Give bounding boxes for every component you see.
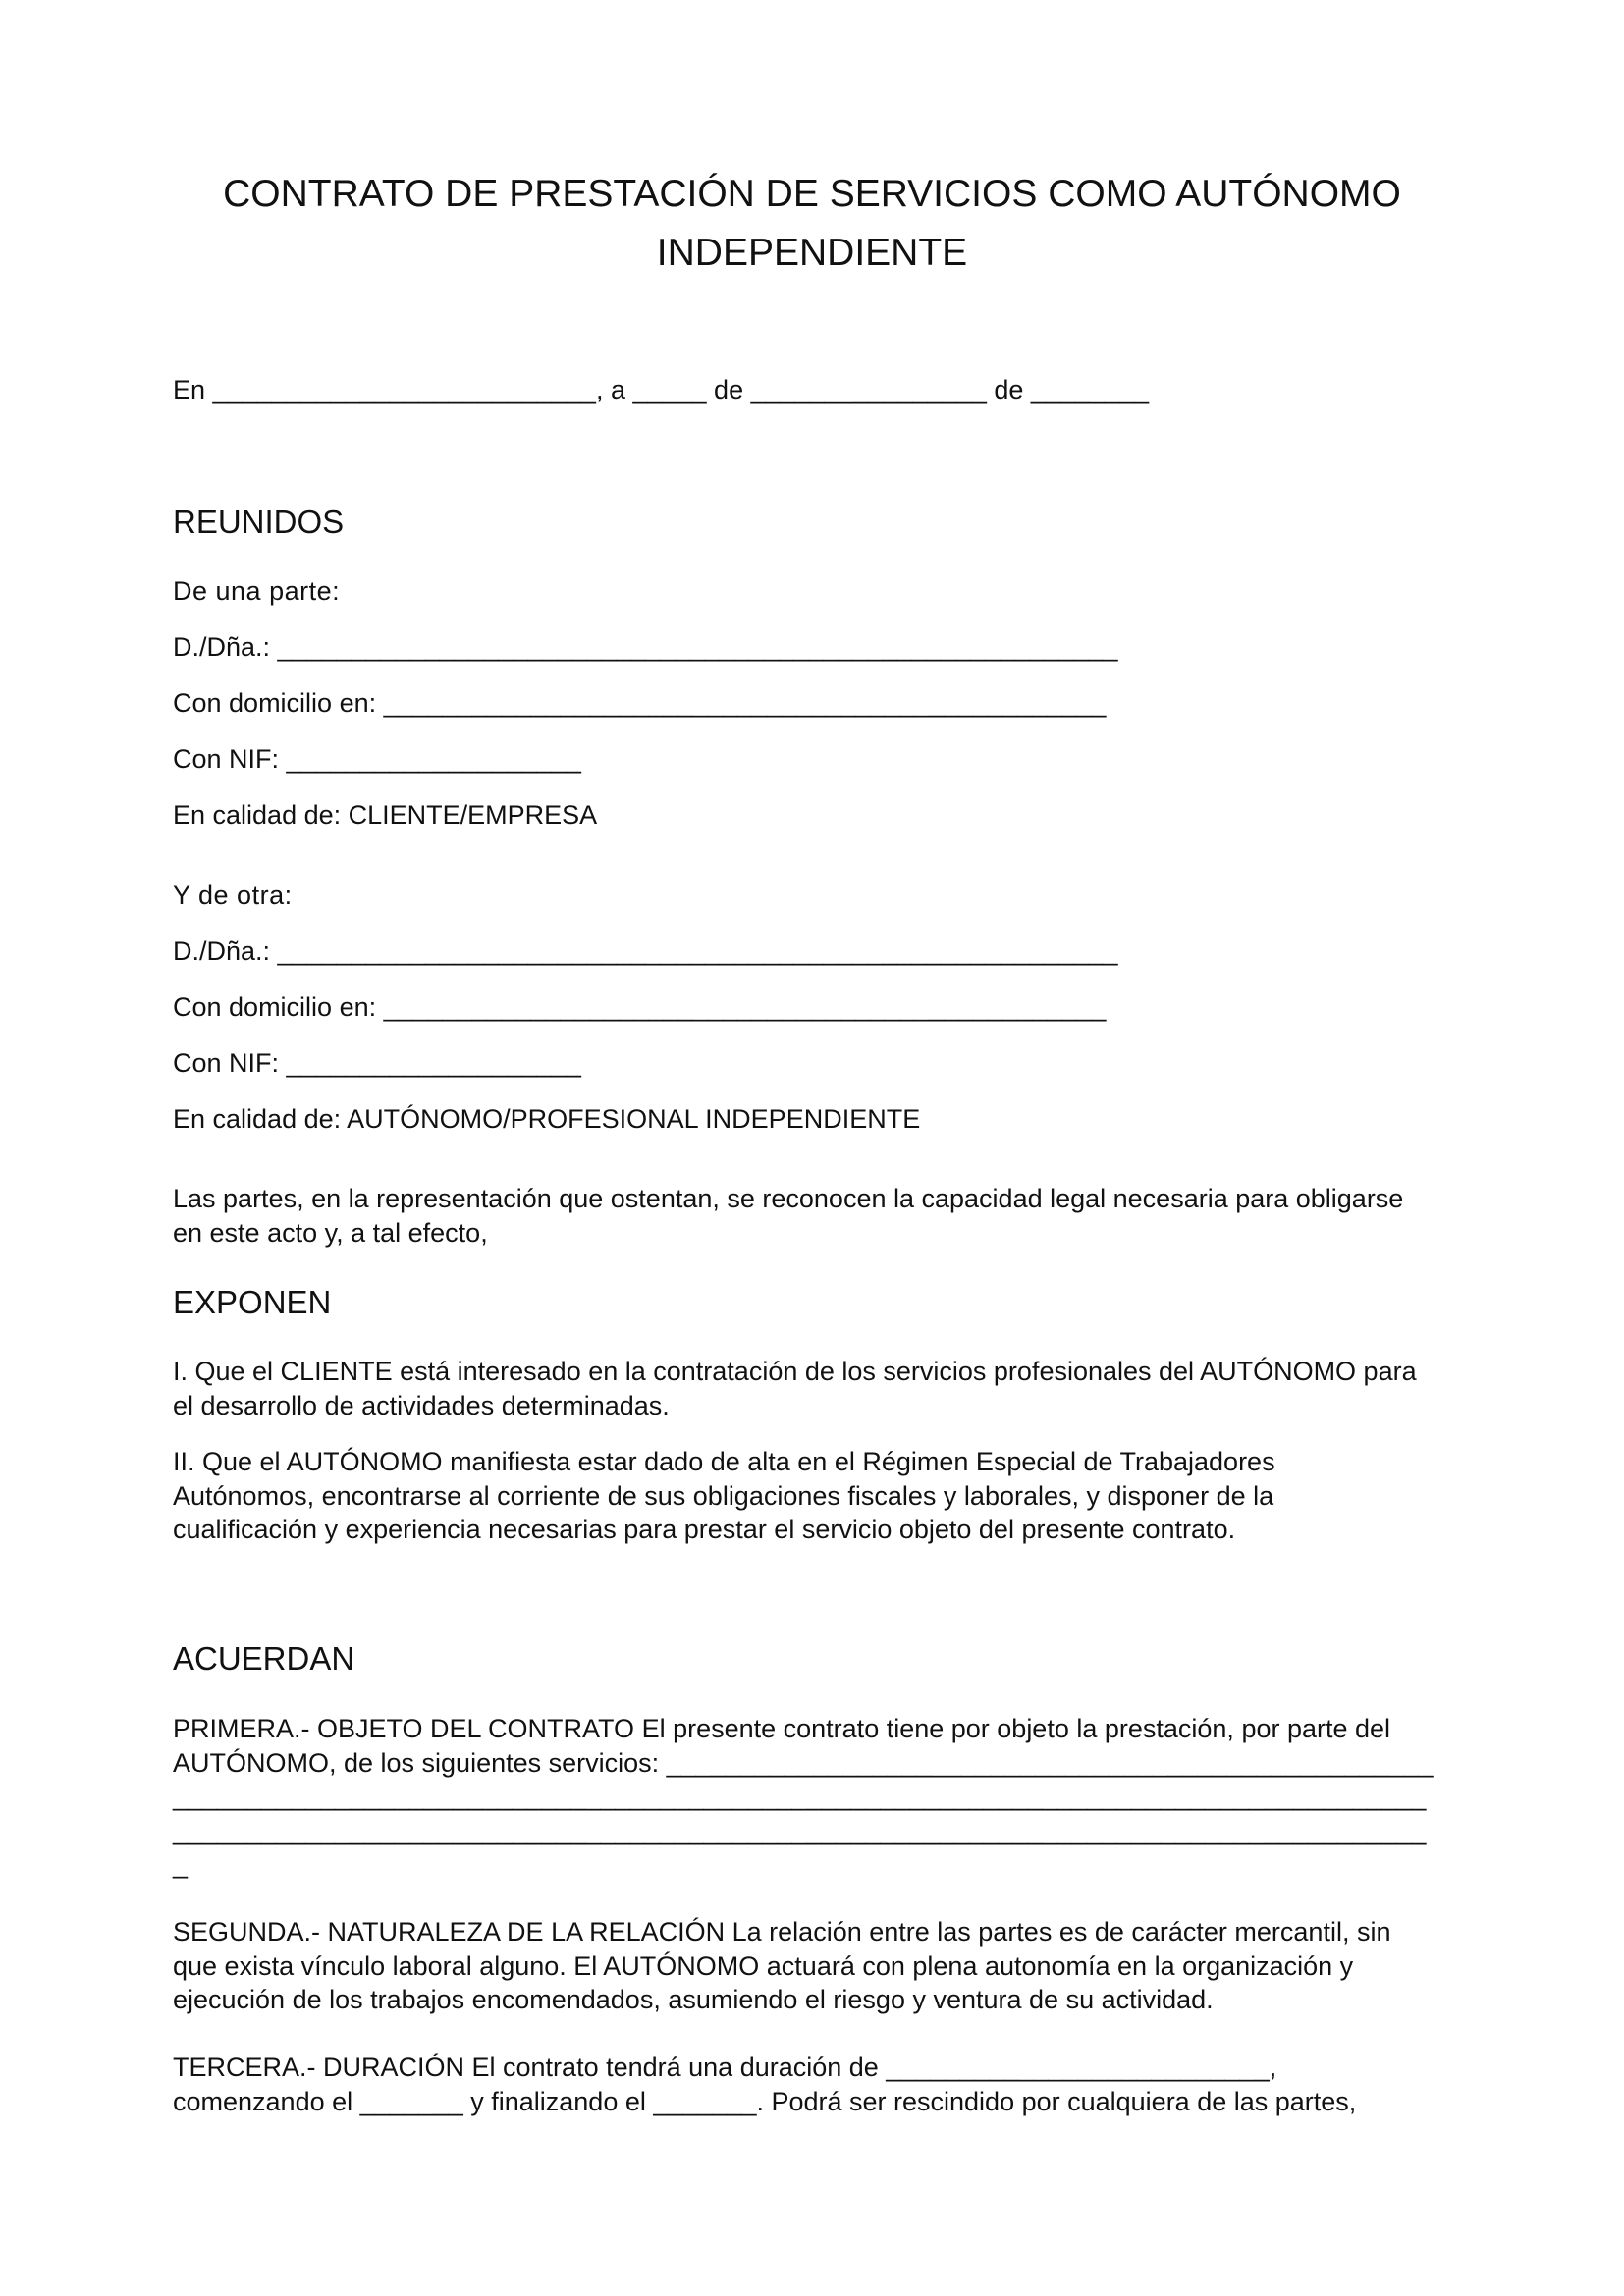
exponen-item-2-line-3: cualificación y experiencia necesarias para prestar el servicio objeto del presente contrato.	[173, 1515, 1236, 1544]
party1-role-line: En calidad de: CLIENTE/EMPRESA	[173, 800, 598, 829]
place-date-line: En __________________________, a _____ de ________________ de ________	[173, 375, 1150, 404]
clause-primera	[173, 1712, 1479, 1882]
exponen-item-2-line-2: Autónomos, encontrarse al corriente de sus obligaciones fiscales y laborales, y disponer de la	[173, 1480, 1274, 1511]
segunda-line-3: ejecución de los trabajos encomendados, asumiendo el riesgo y ventura de su actividad.	[173, 1985, 1214, 2014]
segunda-line-2: que exista vínculo laboral alguno. El AUTÓNOMO actuará con plena autonomía en la organización y	[173, 1950, 1354, 1981]
exponen-heading: EXPONEN	[173, 1284, 332, 1320]
reunidos-heading: REUNIDOS	[173, 504, 345, 540]
party1-intro: De una parte:	[173, 576, 341, 606]
party2-nif-line: Con NIF: ____________________	[173, 1048, 581, 1078]
capacity-paragraph	[173, 1182, 1479, 1250]
primera-line-3: _____________________________________________________________________________________	[173, 1782, 1427, 1811]
capacity-line-1: Las partes, en la representación que ostentan, se reconocen la capacidad legal necesaria para obligarse	[173, 1184, 1404, 1213]
primera-line-1: PRIMERA.- OBJETO DEL CONTRATO El presente contrato tiene por objeto la prestación, por parte del	[173, 1714, 1391, 1743]
primera-line-4: _____________________________________________________________________________________	[173, 1815, 1427, 1845]
tercera-line-2: comenzando el _______ y finalizando el _______. Podrá ser rescindido por cualquiera de las partes,	[173, 2086, 1357, 2116]
exponen-item-1	[173, 1355, 1479, 1422]
capacity-line-2: en este acto y, a tal efecto,	[173, 1217, 488, 1248]
party1-address-line: Con domicilio en: _________________________________________________	[173, 688, 1107, 718]
document-title	[173, 165, 1451, 283]
primera-line-2: AUTÓNOMO, de los siguientes servicios: ____________________________________________________	[173, 1747, 1434, 1778]
tercera-line-1: TERCERA.- DURACIÓN El contrato tendrá una duración de __________________________,	[173, 2053, 1277, 2082]
title-line-1: CONTRATO DE PRESTACIÓN DE SERVICIOS COMO AUTÓNOMO	[223, 173, 1401, 215]
exponen-item-2	[173, 1445, 1479, 1547]
title-line-2: INDEPENDIENTE	[656, 232, 968, 274]
party2-address-line: Con domicilio en: _________________________________________________	[173, 992, 1107, 1022]
party2-name-line: D./Dña.: _________________________________________________________	[173, 936, 1118, 966]
primera-line-5: _	[173, 1849, 189, 1879]
exponen-item-2-line-1: II. Que el AUTÓNOMO manifiesta estar dado de alta en el Régimen Especial de Trabajadores	[173, 1447, 1275, 1476]
segunda-line-1: SEGUNDA.- NATURALEZA DE LA RELACIÓN La relación entre las partes es de carácter mercantil, sin	[173, 1917, 1391, 1947]
party1-nif-line: Con NIF: ____________________	[173, 744, 581, 774]
party1-name-line: D./Dña.: _________________________________________________________	[173, 632, 1118, 662]
clause-segunda	[173, 1915, 1479, 2017]
exponen-item-1-line-1: I. Que el CLIENTE está interesado en la contratación de los servicios profesionales del AUTÓNOMO para	[173, 1357, 1417, 1386]
exponen-item-1-line-2: el desarrollo de actividades determinadas.	[173, 1390, 670, 1420]
acuerdan-heading: ACUERDAN	[173, 1640, 355, 1677]
party2-role-line: En calidad de: AUTÓNOMO/PROFESIONAL INDEPENDIENTE	[173, 1104, 921, 1134]
clause-tercera	[173, 2051, 1479, 2118]
party2-intro: Y de otra:	[173, 881, 293, 910]
